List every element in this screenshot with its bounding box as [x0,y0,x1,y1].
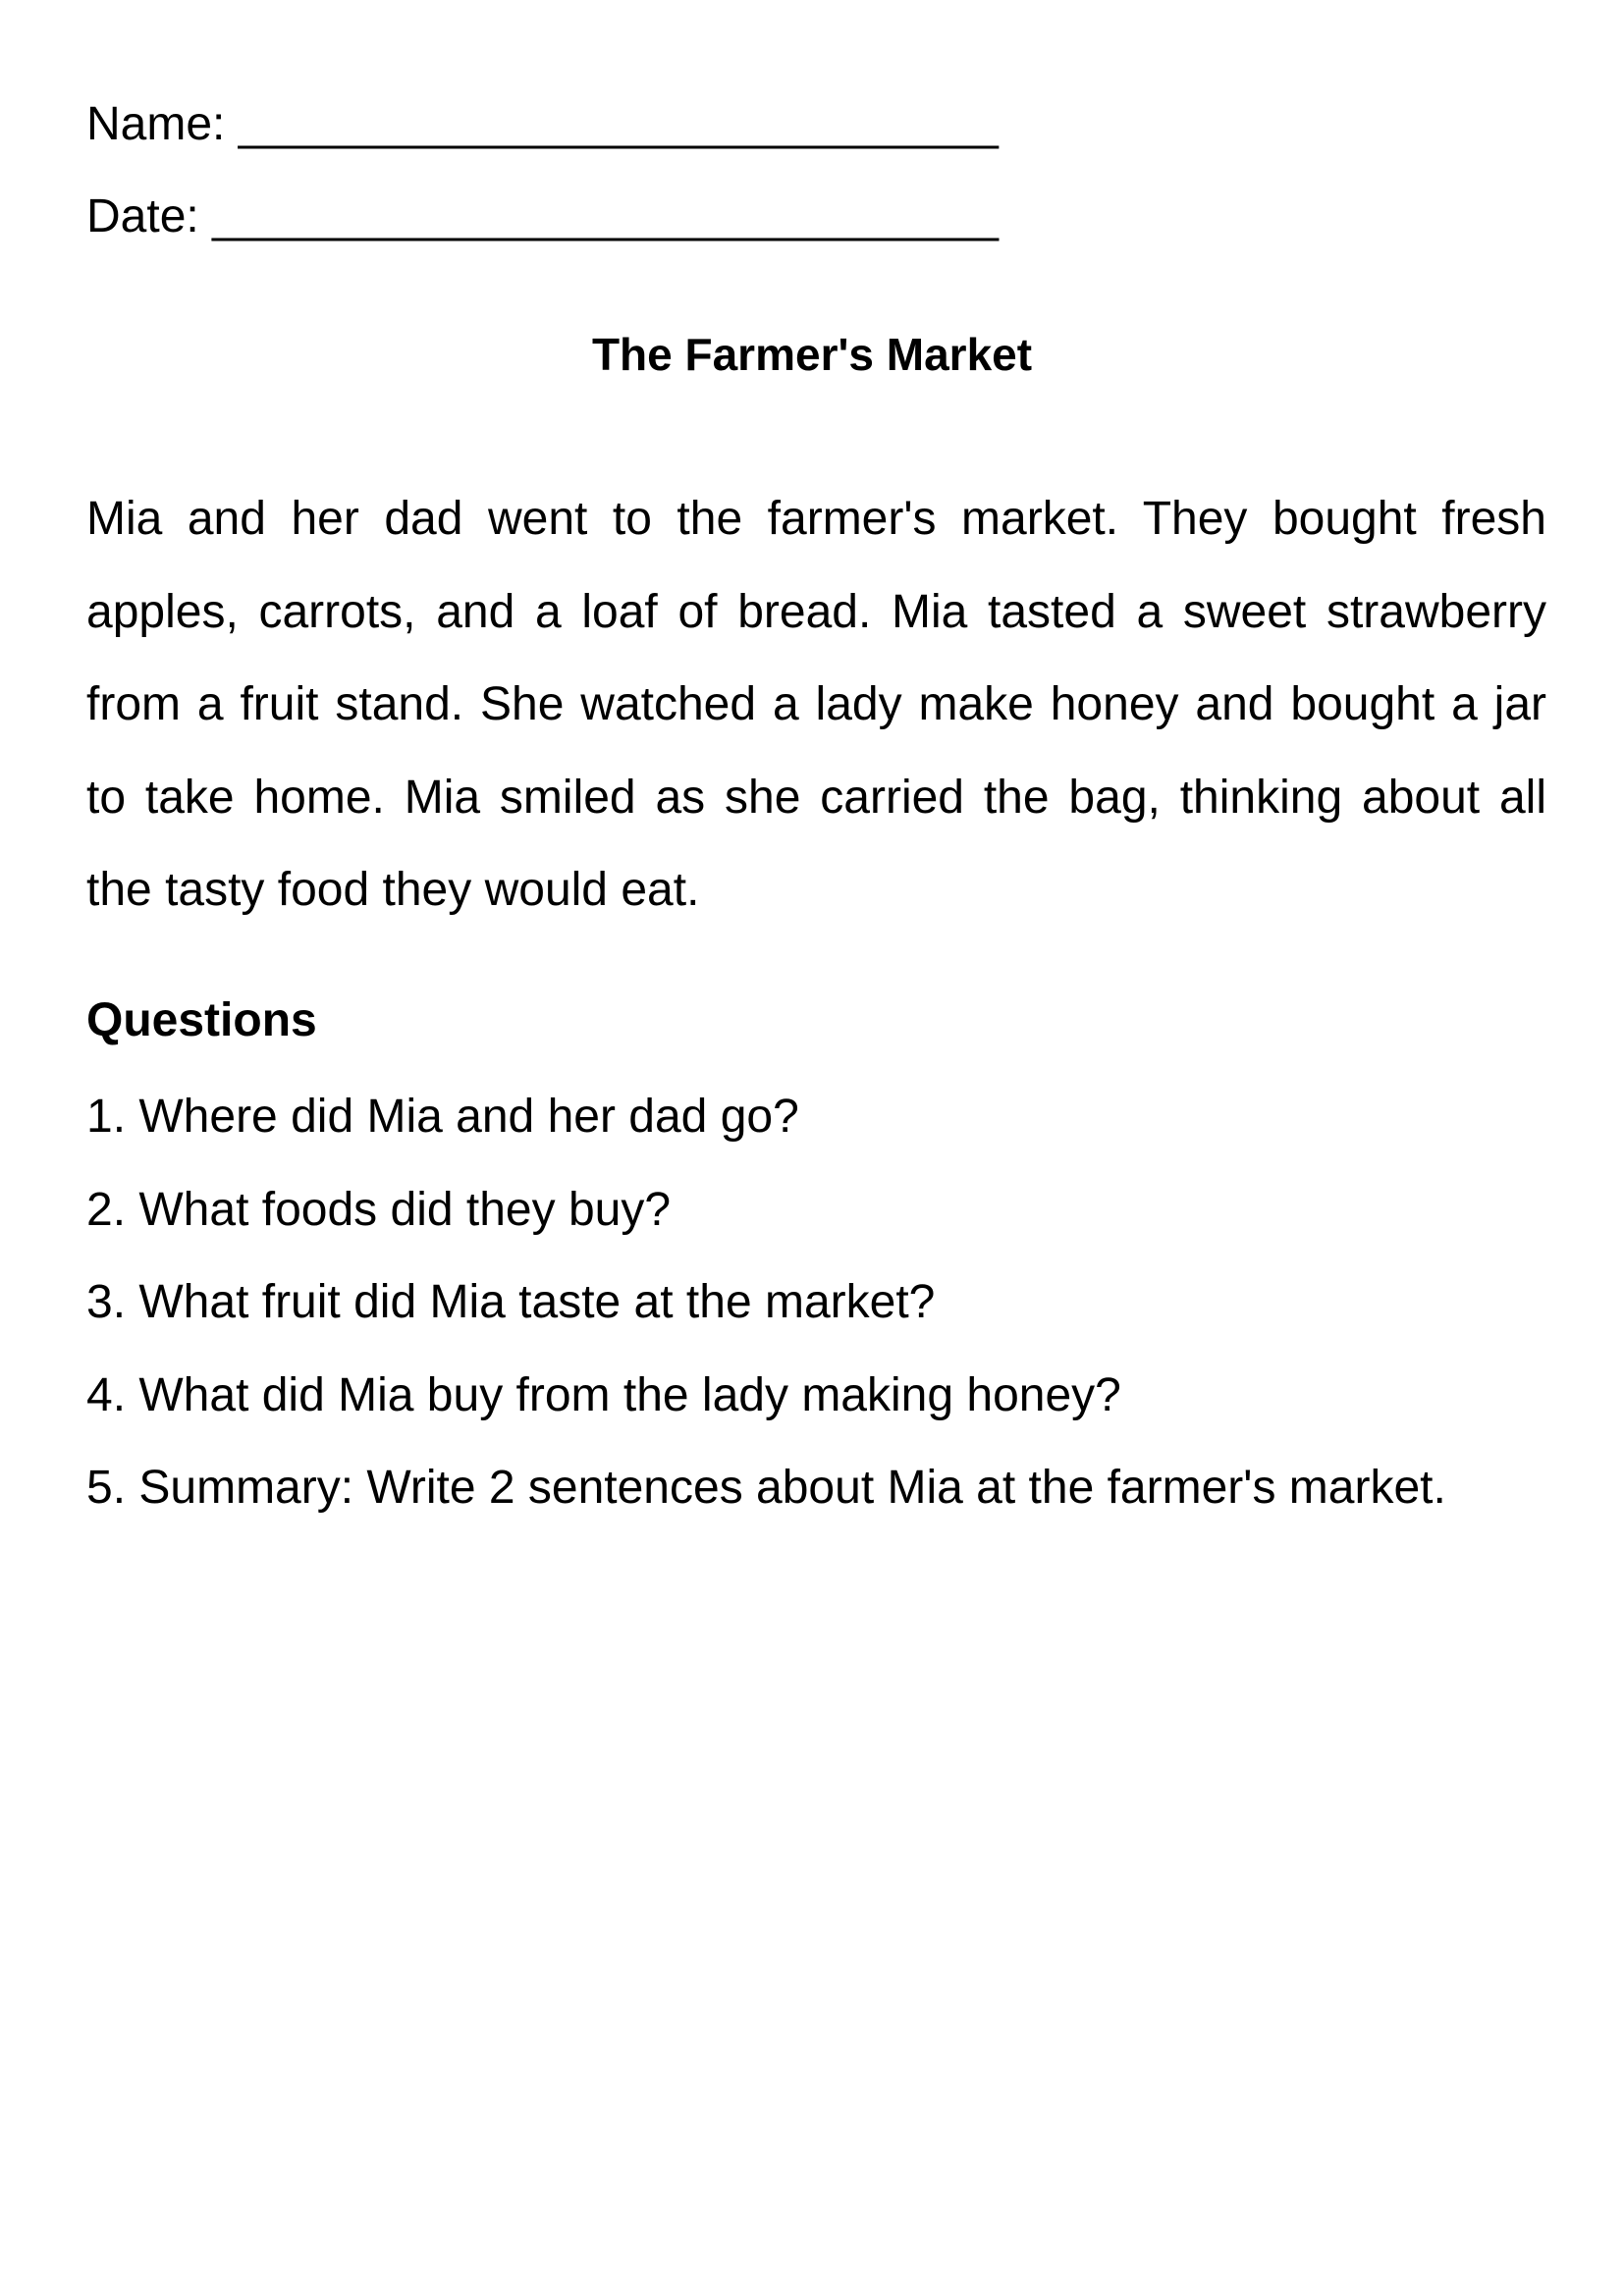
worksheet-title: The Farmer's Market [591,329,1033,380]
date-field[interactable]: Date: ______________________________ [86,190,999,242]
question-item: 1. Where did Mia and her dad go? [86,1091,799,1143]
question-list [86,1071,1546,1535]
question-item: 2. What foods did they buy? [86,1183,672,1236]
reading-passage: Mia and her dad went to the farmer's market. They bought fresh apples, carrots, and a loaf of bread. Mia tasted a sweet strawberry from a fruit stand. She watched a lady make honey and bought a jar to take home. Mia smiled as she carried the bag, thinking about all the tasty food they would eat. [86,493,1546,916]
question-item: 4. What did Mia buy from the lady making honey? [86,1368,1121,1421]
question-item: 5. Summary: Write 2 sentences about Mia at the farmer's market. [86,1462,1446,1514]
questions-heading: Questions [86,994,317,1046]
question-item: 3. What fruit did Mia taste at the market? [86,1276,936,1328]
name-field[interactable]: Name: _____________________________ [86,98,999,150]
